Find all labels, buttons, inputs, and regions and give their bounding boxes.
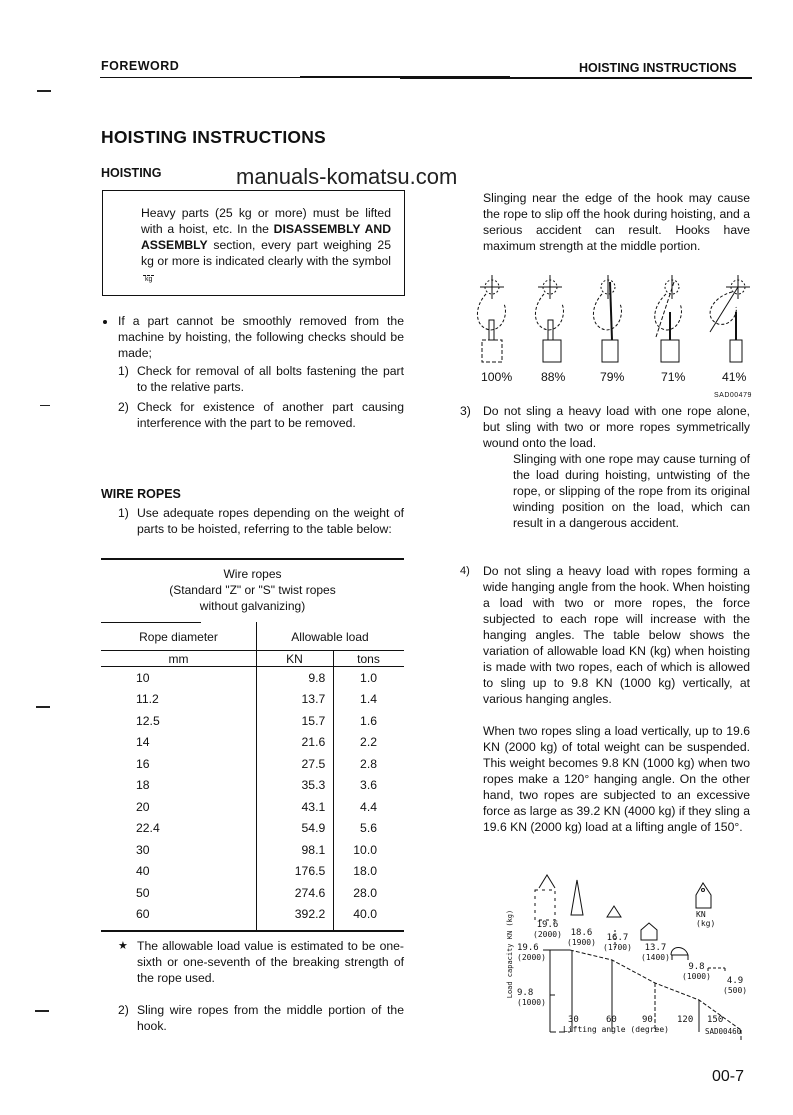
cell-mm: 14: [136, 735, 150, 750]
item-3-num: 3): [460, 404, 471, 418]
cell-mm: 11.2: [136, 692, 159, 707]
hook-percent-79: 79%: [600, 370, 625, 384]
warning-text: Heavy parts (25 kg or more) must be lifted with a hoist, etc. In the DISASSEMBLY AND ASSEMBLY section, every part weighing 25 kg or more is indicated clearly with the symbol kg: [141, 206, 392, 283]
cell-tons: 18.0: [353, 864, 377, 879]
chart-xlabel: Lifting angle (degree): [563, 1025, 669, 1034]
col-header-rope-diameter: Rope diameter: [139, 630, 218, 644]
hook-percent-71: 71%: [661, 370, 686, 384]
hook-icon: [710, 275, 750, 362]
item-4-text-b: When two ropes sling a load vertically, up to 19.6 KN (2000 kg) of total weight can be suspended. This weight becomes 9.8 KN (1000 kg) when two ropes make a 120° hanging angle. On the other hand, two ropes are subjected to an excessive force as large as 39.2 KN (4000 kg) if they sling a 19.6 KN (2000 kg) load at a lifting angle of 150°.: [483, 724, 750, 834]
y-tick-19.6: 19.6 (2000): [517, 943, 546, 962]
cell-tons: 5.6: [360, 821, 377, 836]
section-heading-hoisting: HOISTING: [101, 166, 162, 180]
hook-percent-41: 41%: [722, 370, 747, 384]
cell-kn: 176.5: [294, 864, 326, 879]
x-tick-60: 60: [606, 1015, 617, 1025]
cell-tons: 1.6: [360, 713, 377, 728]
check-1-text: Check for removal of all bolts fastening the part to the relative parts.: [137, 364, 404, 394]
unit-kn: KN: [286, 652, 303, 666]
note-star-icon: ★: [118, 940, 128, 952]
hook-percent-100: 100%: [481, 370, 513, 384]
cell-tons: 10.0: [353, 842, 377, 857]
table-row: [101, 882, 404, 904]
table-row: [101, 753, 404, 775]
cell-tons: 4.4: [360, 799, 377, 814]
load-capacity-chart: [495, 870, 765, 1040]
wire-item-1-text: Use adequate ropes depending on the weight of parts to be hoisted, referring to the table below:: [137, 506, 404, 536]
cell-mm: 12.5: [136, 713, 160, 728]
wire-item-2-num: 2): [118, 1003, 129, 1017]
margin-mark: [37, 90, 51, 92]
item-3-text: Do not sling a heavy load with one rope alone, but sling with two or more ropes symmetrically wound onto the load.: [483, 404, 750, 450]
cell-tons: 1.4: [360, 692, 377, 707]
cell-tons: 40.0: [353, 907, 377, 922]
page-number: 00-7: [712, 1068, 745, 1085]
header-right: HOISTING INSTRUCTIONS: [579, 61, 737, 75]
check-2-text: Check for existence of another part causing interference with the part to be removed.: [137, 400, 404, 430]
table-row: [101, 775, 404, 797]
table-row: [101, 861, 404, 883]
cell-mm: 40: [136, 864, 150, 879]
cell-kn: 9.8: [308, 670, 326, 685]
cell-mm: 60: [136, 907, 150, 922]
table-row: [101, 839, 404, 861]
cell-kn: 13.7: [301, 692, 326, 707]
cell-tons: 2.8: [360, 756, 377, 771]
wire-item-2-text: Sling wire ropes from the middle portion of the hook.: [137, 1003, 404, 1033]
cell-kn: 54.9: [301, 821, 326, 836]
hook-icon: [535, 275, 563, 362]
cell-mm: 10: [136, 670, 150, 685]
cell-kn: 98.1: [301, 842, 326, 857]
cell-tons: 28.0: [353, 885, 377, 900]
x-tick-90: 90: [642, 1015, 653, 1025]
point-150-label: 4.9 (500): [723, 976, 748, 995]
hook-icon: [655, 275, 682, 362]
x-tick-120: 120: [677, 1015, 694, 1025]
point-90-label: 13.7 (1400): [641, 943, 670, 962]
cell-mm: 50: [136, 885, 150, 900]
cell-mm: 22.4: [136, 821, 160, 836]
note-text: The allowable load value is estimated to be one-sixth or one-seventh of the breaking strength of the rope used.: [137, 939, 404, 985]
cell-mm: 20: [136, 799, 150, 814]
hook-figure-id: SAD00479: [714, 392, 752, 399]
cell-kn: 21.6: [301, 735, 326, 750]
item-3-subtext: Slinging with one rope may cause turning of the load during hoisting, untwisting of the rope, or slipping of the rope from its original winding position on the load, which can result in a dangerous accident.: [513, 452, 750, 530]
kg-symbol-icon: kg: [145, 276, 153, 283]
point-60-label: 16.7 (1700): [603, 933, 632, 952]
point-120-label: 9.8 (1000): [682, 962, 711, 981]
legend-kn: KN (kg): [696, 910, 716, 928]
chart-ylabel: Load capacity KN (kg): [506, 909, 514, 999]
cell-kn: 43.1: [301, 799, 326, 814]
table-row: [101, 710, 404, 732]
col-header-allowable-load: Allowable load: [291, 630, 369, 644]
bullet-text: If a part cannot be smoothly removed from the machine by hoisting, the following checks should be made;: [118, 314, 404, 360]
margin-mark: [35, 1010, 49, 1012]
rope-table-body: [101, 667, 404, 925]
cell-kn: 35.3: [301, 778, 326, 793]
cell-kn: 392.2: [294, 907, 326, 922]
hook-percent-88: 88%: [541, 370, 566, 384]
header-left: FOREWORD: [101, 59, 180, 73]
table-caption: Wire ropes (Standard "Z" or "S" twist ropes without galvanizing): [169, 567, 336, 613]
warning-box: [102, 190, 405, 296]
check-1-num: 1): [118, 364, 129, 378]
table-row: [101, 904, 404, 926]
y-tick-9.8: 9.8 (1000): [517, 988, 546, 1007]
cell-mm: 18: [136, 778, 150, 793]
cell-tons: 1.0: [360, 670, 377, 685]
margin-mark: [36, 706, 50, 708]
item-4-text: Do not sling a heavy load with ropes forming a wide hanging angle from the hook. When hoisting a load with two or more ropes, the force subjected to each rope will increase with the hanging angles. The table below shows the variation of allowable load KN (kg) when hoisting is made with two ropes, each of which is allowed to sling up to 9.8 KN (1000 kg) vertically, at various hanging angles.: [483, 564, 750, 706]
cell-kn: 274.6: [294, 885, 326, 900]
unit-tons: tons: [357, 652, 380, 666]
cell-kn: 15.7: [301, 713, 326, 728]
x-tick-30: 30: [568, 1015, 579, 1025]
wire-item-1-num: 1): [118, 506, 129, 520]
hook-icon: [593, 275, 621, 362]
cell-kn: 27.5: [301, 756, 326, 771]
hook-paragraph: Slinging near the edge of the hook may cause the rope to slip off the hook during hoisting, and a serious accident can result. Hooks have maximum strength at the middle portion.: [483, 191, 750, 253]
header-rule-right: [400, 77, 752, 79]
cell-tons: 2.2: [360, 735, 377, 750]
cell-mm: 30: [136, 842, 150, 857]
table-row: [101, 732, 404, 754]
cell-tons: 3.6: [360, 778, 377, 793]
page-title: HOISTING INSTRUCTIONS: [101, 127, 326, 147]
table-top-rule: [101, 558, 404, 560]
section-ref: DISASSEMBLY AND ASSEMBLY: [141, 222, 392, 252]
table-row: [101, 818, 404, 840]
check-2-num: 2): [118, 400, 129, 414]
x-tick-150: 150: [707, 1015, 724, 1025]
hook-icon: [477, 275, 505, 362]
item-4-num: 4): [460, 565, 470, 577]
chart-figure-id: SAD00460: [705, 1027, 742, 1036]
table-row: [101, 689, 404, 711]
table-row: [101, 667, 404, 689]
bullet-dot: [103, 320, 107, 324]
point-30-label: 18.6 (1900): [567, 928, 596, 947]
point-0-label: 19.6 (2000): [533, 920, 562, 939]
unit-mm: mm: [168, 652, 189, 666]
table-row: [101, 796, 404, 818]
hook-strength-figure: [470, 272, 760, 367]
watermark: manuals-komatsu.com: [236, 164, 458, 189]
section-heading-wire-ropes: WIRE ROPES: [101, 487, 181, 501]
cell-mm: 16: [136, 756, 150, 771]
margin-mark: [40, 405, 50, 406]
